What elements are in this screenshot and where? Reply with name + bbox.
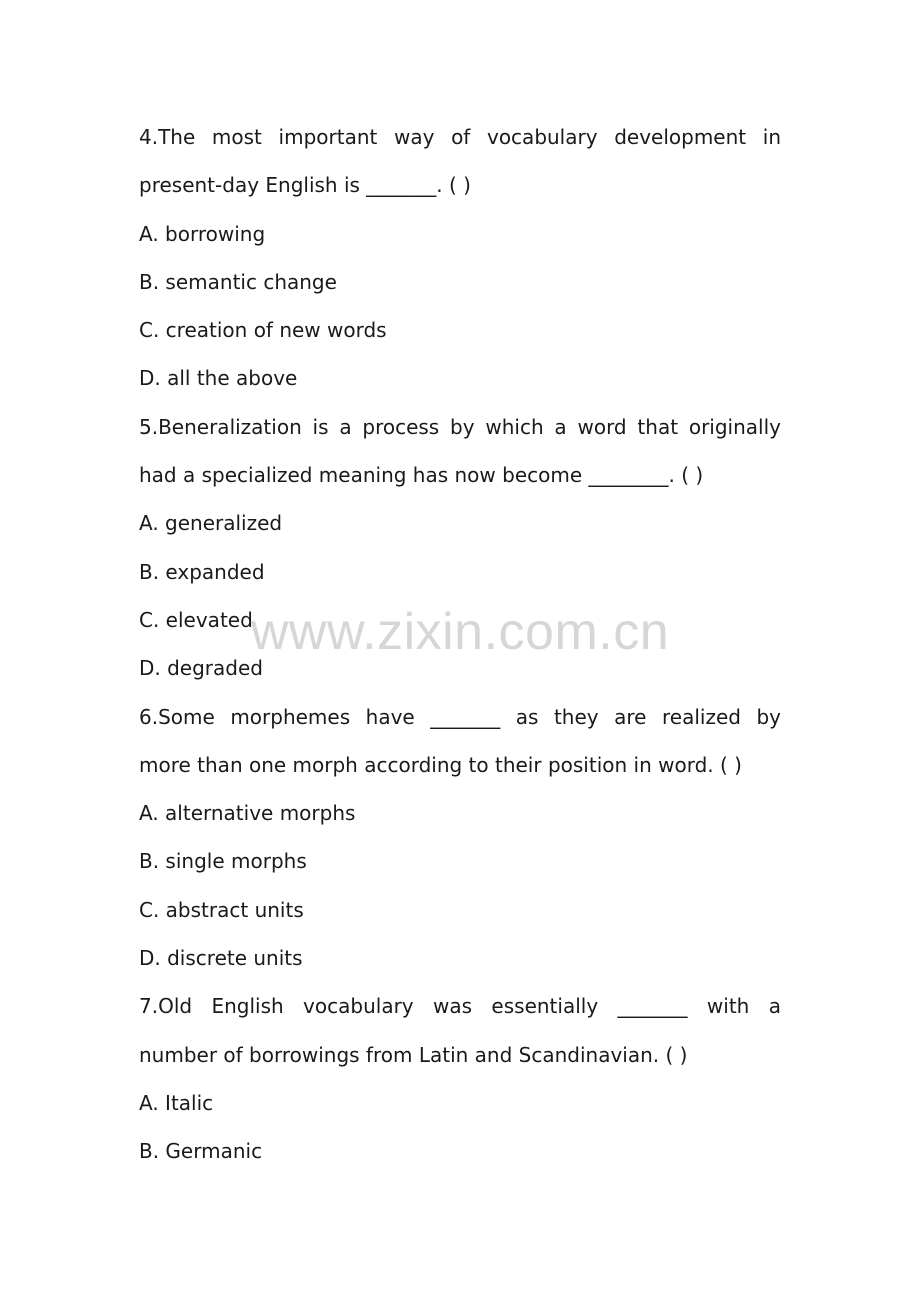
question-6-option-a: A. alternative morphs xyxy=(139,801,356,826)
question-4 xyxy=(139,113,781,403)
question-7 xyxy=(139,982,781,1175)
question-6 xyxy=(139,693,781,983)
question-4-option-b: B. semantic change xyxy=(139,269,337,294)
question-4-option-d: D. all the above xyxy=(139,366,298,391)
question-5-option-a: A. generalized xyxy=(139,511,283,536)
question-6-option-c: C. abstract units xyxy=(139,897,304,922)
question-4-stem-line-2: present-day English is _______. ( ) xyxy=(139,173,471,198)
question-7-stem-line-1: 7.Old English vocabulary was essentially _______ with a xyxy=(139,994,781,1019)
question-5 xyxy=(139,403,781,693)
question-6-option-d: D. discrete units xyxy=(139,946,303,971)
question-5-stem-line-2: had a specialized meaning has now become ________. ( ) xyxy=(139,463,704,488)
question-5-option-c: C. elevated xyxy=(139,607,253,632)
question-5-option-d: D. degraded xyxy=(139,656,263,681)
question-5-stem-line-1: 5.Beneralization is a process by which a word that originally xyxy=(139,414,781,439)
watermark: www.zixin.com.cn xyxy=(250,603,670,661)
question-5-option-b: B. expanded xyxy=(139,559,265,584)
question-4-option-a: A. borrowing xyxy=(139,221,266,246)
question-7-stem-line-2: number of borrowings from Latin and Scandinavian. ( ) xyxy=(139,1042,688,1067)
question-4-stem-line-1: 4.The most important way of vocabulary development in xyxy=(139,125,781,149)
question-7-option-a: A. Italic xyxy=(139,1090,214,1115)
question-6-stem-line-2: more than one morph according to their position in word. ( ) xyxy=(139,752,742,777)
question-7-option-b: B. Germanic xyxy=(139,1139,263,1164)
question-6-option-b: B. single morphs xyxy=(139,849,307,874)
question-6-stem-line-1: 6.Some morphemes have _______ as they are realized by xyxy=(139,704,781,729)
question-4-option-c: C. creation of new words xyxy=(139,318,387,343)
document-page xyxy=(139,113,781,1176)
